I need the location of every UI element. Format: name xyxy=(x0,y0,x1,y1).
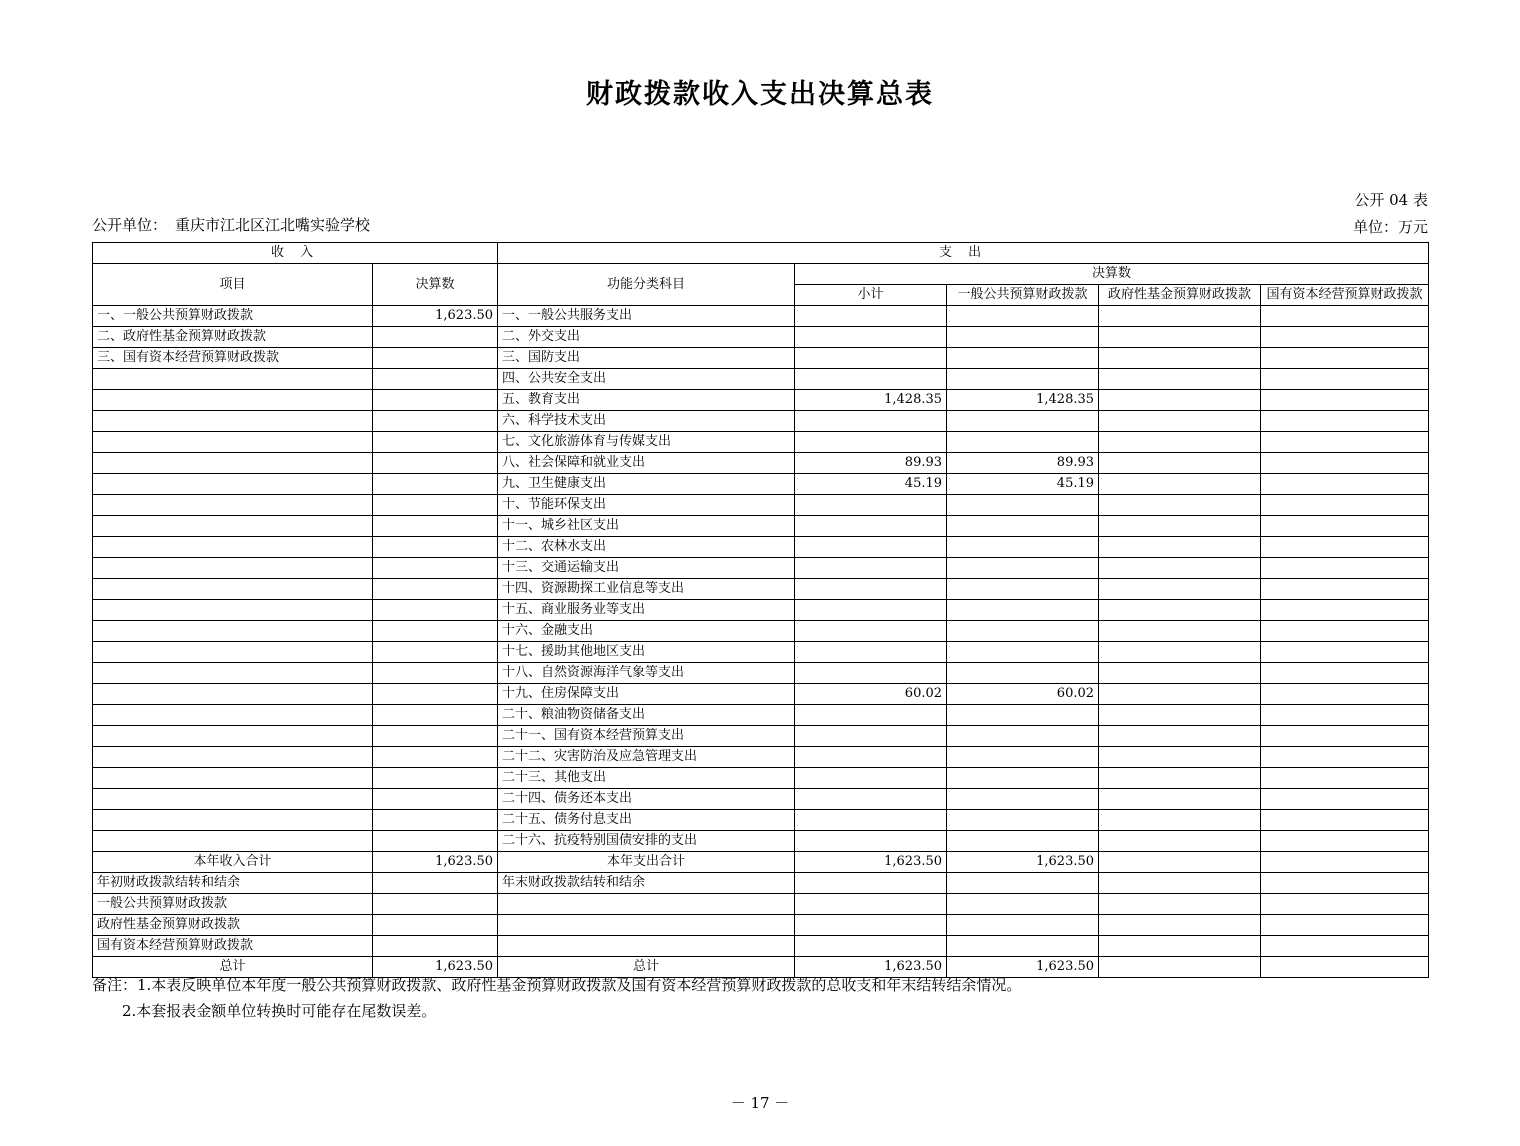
summary-row xyxy=(93,894,1429,915)
income-item-amount xyxy=(373,600,498,621)
income-item-label xyxy=(93,411,373,432)
expense-item-label: 十六、金融支出 xyxy=(498,621,795,642)
expense-subtotal xyxy=(795,348,947,369)
summary-row xyxy=(93,873,1429,894)
income-item-label: 二、政府性基金预算财政拨款 xyxy=(93,327,373,348)
table-row xyxy=(93,327,1429,348)
income-item-amount xyxy=(373,810,498,831)
income-item-label xyxy=(93,663,373,684)
summary-fund xyxy=(1099,852,1261,873)
expense-item-label: 一、一般公共服务支出 xyxy=(498,306,795,327)
expense-item-label: 二十一、国有资本经营预算支出 xyxy=(498,726,795,747)
expense-general: 89.93 xyxy=(947,453,1099,474)
income-item-label xyxy=(93,726,373,747)
expense-general xyxy=(947,495,1099,516)
summary-general xyxy=(947,936,1099,957)
expense-fund xyxy=(1099,831,1261,852)
income-item-amount xyxy=(373,789,498,810)
expense-fund xyxy=(1099,432,1261,453)
expense-subtotal xyxy=(795,663,947,684)
income-item-label xyxy=(93,369,373,390)
income-item-amount: 1,623.50 xyxy=(373,306,498,327)
expense-soe xyxy=(1261,831,1429,852)
summary-fund xyxy=(1099,957,1261,978)
expense-subtotal xyxy=(795,432,947,453)
expense-soe xyxy=(1261,369,1429,390)
expense-soe xyxy=(1261,810,1429,831)
income-item-amount xyxy=(373,621,498,642)
income-item-label xyxy=(93,558,373,579)
table-row xyxy=(93,537,1429,558)
expense-item-label: 二十四、债务还本支出 xyxy=(498,789,795,810)
expense-fund xyxy=(1099,537,1261,558)
income-item-label xyxy=(93,831,373,852)
expense-item-label: 十、节能环保支出 xyxy=(498,495,795,516)
table-header xyxy=(93,243,1429,306)
income-item-label xyxy=(93,390,373,411)
expense-fund xyxy=(1099,411,1261,432)
meta-right-block xyxy=(1353,187,1428,241)
header-income-amount: 决算数 xyxy=(373,264,498,306)
note-line-1: 备注：1.本表反映单位本年度一般公共预算财政拨款、政府性基金预算财政拨款及国有资本经营预算财政拨款的总收支和年末结转结余情况。 xyxy=(92,976,1022,994)
income-item-amount xyxy=(373,768,498,789)
income-item-amount xyxy=(373,369,498,390)
table-row xyxy=(93,474,1429,495)
expense-general xyxy=(947,768,1099,789)
income-item-label xyxy=(93,768,373,789)
publisher-label: 公开单位： xyxy=(92,216,168,234)
expense-general xyxy=(947,600,1099,621)
table-row xyxy=(93,810,1429,831)
income-item-amount xyxy=(373,348,498,369)
expense-soe xyxy=(1261,621,1429,642)
expense-subtotal: 60.02 xyxy=(795,684,947,705)
income-item-amount xyxy=(373,579,498,600)
income-item-amount xyxy=(373,747,498,768)
expense-subtotal xyxy=(795,495,947,516)
expense-fund xyxy=(1099,558,1261,579)
summary-soe xyxy=(1261,957,1429,978)
summary-income-label: 本年收入合计 xyxy=(93,852,373,873)
expense-item-label: 十五、商业服务业等支出 xyxy=(498,600,795,621)
table-row xyxy=(93,432,1429,453)
expense-soe xyxy=(1261,579,1429,600)
header-income-item: 项目 xyxy=(93,264,373,306)
expense-subtotal xyxy=(795,558,947,579)
expense-fund xyxy=(1099,495,1261,516)
expense-general xyxy=(947,747,1099,768)
summary-income-amount: 1,623.50 xyxy=(373,852,498,873)
income-item-amount xyxy=(373,726,498,747)
expense-subtotal xyxy=(795,411,947,432)
expense-item-label: 六、科学技术支出 xyxy=(498,411,795,432)
expense-general: 45.19 xyxy=(947,474,1099,495)
income-item-amount xyxy=(373,663,498,684)
expense-item-label: 四、公共安全支出 xyxy=(498,369,795,390)
summary-subtotal xyxy=(795,873,947,894)
summary-income-amount xyxy=(373,894,498,915)
expense-subtotal xyxy=(795,516,947,537)
expense-item-label: 十七、援助其他地区支出 xyxy=(498,642,795,663)
summary-row xyxy=(93,852,1429,873)
expense-general: 1,428.35 xyxy=(947,390,1099,411)
summary-subtotal xyxy=(795,936,947,957)
summary-income-amount: 1,623.50 xyxy=(373,957,498,978)
income-item-label: 三、国有资本经营预算财政拨款 xyxy=(93,348,373,369)
document-page xyxy=(0,72,1520,1146)
expense-item-label: 二十六、抗疫特别国债安排的支出 xyxy=(498,831,795,852)
income-item-label xyxy=(93,705,373,726)
expense-item-label: 十二、农林水支出 xyxy=(498,537,795,558)
table-row xyxy=(93,369,1429,390)
expense-fund xyxy=(1099,453,1261,474)
table-row xyxy=(93,642,1429,663)
summary-expense-label xyxy=(498,894,795,915)
summary-row xyxy=(93,915,1429,936)
expense-soe xyxy=(1261,327,1429,348)
expense-item-label: 二十五、债务付息支出 xyxy=(498,810,795,831)
expense-general xyxy=(947,663,1099,684)
header-settle-group: 决算数 xyxy=(795,264,1429,285)
summary-subtotal xyxy=(795,915,947,936)
income-item-label xyxy=(93,474,373,495)
expense-fund xyxy=(1099,768,1261,789)
summary-expense-label: 年末财政拨款结转和结余 xyxy=(498,873,795,894)
expense-subtotal xyxy=(795,600,947,621)
expense-general xyxy=(947,516,1099,537)
summary-soe xyxy=(1261,894,1429,915)
expense-fund xyxy=(1099,327,1261,348)
income-item-label xyxy=(93,747,373,768)
table-row xyxy=(93,516,1429,537)
expense-soe xyxy=(1261,390,1429,411)
summary-expense-label: 本年支出合计 xyxy=(498,852,795,873)
summary-row xyxy=(93,936,1429,957)
table-row xyxy=(93,411,1429,432)
summary-fund xyxy=(1099,915,1261,936)
publisher-name: 重庆市江北区江北嘴实验学校 xyxy=(175,216,371,234)
expense-subtotal xyxy=(795,810,947,831)
income-item-amount xyxy=(373,495,498,516)
expense-general xyxy=(947,831,1099,852)
note-line-2: 2.本套报表金额单位转换时可能存在尾数误差。 xyxy=(122,1002,437,1020)
table-row xyxy=(93,453,1429,474)
expense-subtotal xyxy=(795,621,947,642)
summary-subtotal xyxy=(795,894,947,915)
expense-item-label: 二、外交支出 xyxy=(498,327,795,348)
income-item-amount xyxy=(373,432,498,453)
header-func-class: 功能分类科目 xyxy=(498,264,795,306)
summary-soe xyxy=(1261,852,1429,873)
summary-general xyxy=(947,915,1099,936)
summary-general: 1,623.50 xyxy=(947,852,1099,873)
summary-subtotal: 1,623.50 xyxy=(795,852,947,873)
budget-table xyxy=(92,242,1429,978)
expense-item-label: 十八、自然资源海洋气象等支出 xyxy=(498,663,795,684)
expense-general xyxy=(947,705,1099,726)
form-number: 公开 04 表 xyxy=(1354,191,1428,209)
expense-subtotal: 1,428.35 xyxy=(795,390,947,411)
summary-income-amount xyxy=(373,915,498,936)
expense-soe xyxy=(1261,684,1429,705)
expense-fund xyxy=(1099,705,1261,726)
expense-subtotal xyxy=(795,327,947,348)
expense-subtotal xyxy=(795,831,947,852)
expense-soe xyxy=(1261,411,1429,432)
expense-subtotal xyxy=(795,537,947,558)
expense-item-label: 十三、交通运输支出 xyxy=(498,558,795,579)
summary-income-label: 一般公共预算财政拨款 xyxy=(93,894,373,915)
income-item-amount xyxy=(373,411,498,432)
amount-unit-label: 单位：万元 xyxy=(1352,218,1428,236)
summary-fund xyxy=(1099,873,1261,894)
expense-soe xyxy=(1261,768,1429,789)
expense-subtotal xyxy=(795,726,947,747)
expense-fund xyxy=(1099,663,1261,684)
expense-soe xyxy=(1261,453,1429,474)
summary-income-label: 总计 xyxy=(93,957,373,978)
expense-soe xyxy=(1261,516,1429,537)
expense-item-label: 二十二、灾害防治及应急管理支出 xyxy=(498,747,795,768)
expense-subtotal xyxy=(795,789,947,810)
expense-general xyxy=(947,348,1099,369)
expense-general xyxy=(947,642,1099,663)
income-item-amount xyxy=(373,537,498,558)
expense-soe xyxy=(1261,789,1429,810)
table-row xyxy=(93,747,1429,768)
summary-general: 1,623.50 xyxy=(947,957,1099,978)
expense-item-label: 十九、住房保障支出 xyxy=(498,684,795,705)
expense-item-label: 七、文化旅游体育与传媒支出 xyxy=(498,432,795,453)
summary-expense-label xyxy=(498,915,795,936)
expense-subtotal xyxy=(795,705,947,726)
income-item-label xyxy=(93,621,373,642)
table-row xyxy=(93,579,1429,600)
table-row xyxy=(93,831,1429,852)
expense-general xyxy=(947,621,1099,642)
income-item-label xyxy=(93,432,373,453)
header-income-group: 收 入 xyxy=(93,243,498,264)
table-row xyxy=(93,558,1429,579)
table-row xyxy=(93,348,1429,369)
expense-item-label: 三、国防支出 xyxy=(498,348,795,369)
header-col-subtotal: 小计 xyxy=(795,285,947,306)
expense-general xyxy=(947,369,1099,390)
income-item-label xyxy=(93,495,373,516)
income-item-label xyxy=(93,600,373,621)
expense-general xyxy=(947,411,1099,432)
expense-subtotal xyxy=(795,642,947,663)
expense-subtotal xyxy=(795,579,947,600)
expense-general xyxy=(947,789,1099,810)
income-item-amount xyxy=(373,516,498,537)
table-body xyxy=(93,306,1429,978)
table-row xyxy=(93,684,1429,705)
summary-fund xyxy=(1099,936,1261,957)
table-row xyxy=(93,621,1429,642)
expense-fund xyxy=(1099,348,1261,369)
expense-soe xyxy=(1261,432,1429,453)
table-row xyxy=(93,726,1429,747)
expense-fund xyxy=(1099,789,1261,810)
expense-general xyxy=(947,327,1099,348)
income-item-label xyxy=(93,684,373,705)
header-expense-group: 支 出 xyxy=(498,243,1429,264)
expense-soe xyxy=(1261,663,1429,684)
table-row xyxy=(93,768,1429,789)
expense-fund xyxy=(1099,684,1261,705)
summary-soe xyxy=(1261,873,1429,894)
expense-item-label: 五、教育支出 xyxy=(498,390,795,411)
expense-item-label: 九、卫生健康支出 xyxy=(498,474,795,495)
table-row xyxy=(93,495,1429,516)
summary-income-amount xyxy=(373,873,498,894)
summary-general xyxy=(947,894,1099,915)
income-item-amount xyxy=(373,453,498,474)
header-col-fund: 政府性基金预算财政拨款 xyxy=(1099,285,1261,306)
expense-general xyxy=(947,810,1099,831)
expense-general xyxy=(947,306,1099,327)
expense-soe xyxy=(1261,642,1429,663)
expense-subtotal xyxy=(795,369,947,390)
expense-item-label: 二十三、其他支出 xyxy=(498,768,795,789)
expense-fund xyxy=(1099,747,1261,768)
header-row-settle xyxy=(93,264,1429,285)
summary-general xyxy=(947,873,1099,894)
expense-fund xyxy=(1099,579,1261,600)
income-item-label: 一、一般公共预算财政拨款 xyxy=(93,306,373,327)
table-row xyxy=(93,789,1429,810)
summary-income-amount xyxy=(373,936,498,957)
expense-fund xyxy=(1099,621,1261,642)
header-col-soe: 国有资本经营预算财政拨款 xyxy=(1261,285,1429,306)
summary-subtotal: 1,623.50 xyxy=(795,957,947,978)
page-footer: － 17 － xyxy=(730,1094,790,1112)
expense-general xyxy=(947,558,1099,579)
summary-soe xyxy=(1261,915,1429,936)
income-item-label xyxy=(93,453,373,474)
income-item-amount xyxy=(373,642,498,663)
expense-soe xyxy=(1261,558,1429,579)
table-row xyxy=(93,705,1429,726)
expense-item-label: 八、社会保障和就业支出 xyxy=(498,453,795,474)
expense-item-label: 十四、资源勘探工业信息等支出 xyxy=(498,579,795,600)
expense-subtotal xyxy=(795,747,947,768)
income-item-amount xyxy=(373,474,498,495)
income-item-label xyxy=(93,537,373,558)
expense-general xyxy=(947,432,1099,453)
income-item-amount xyxy=(373,705,498,726)
publisher-block xyxy=(92,214,370,235)
income-item-amount xyxy=(373,684,498,705)
expense-subtotal xyxy=(795,768,947,789)
income-item-label xyxy=(93,579,373,600)
expense-soe xyxy=(1261,348,1429,369)
income-item-label xyxy=(93,810,373,831)
income-item-label xyxy=(93,642,373,663)
income-item-label xyxy=(93,516,373,537)
expense-soe xyxy=(1261,705,1429,726)
expense-fund xyxy=(1099,642,1261,663)
expense-subtotal xyxy=(795,306,947,327)
expense-item-label: 十一、城乡社区支出 xyxy=(498,516,795,537)
income-item-amount xyxy=(373,558,498,579)
expense-subtotal: 45.19 xyxy=(795,474,947,495)
expense-soe xyxy=(1261,306,1429,327)
expense-general xyxy=(947,537,1099,558)
income-item-amount xyxy=(373,831,498,852)
expense-fund xyxy=(1099,390,1261,411)
table-notes xyxy=(92,972,1021,1024)
expense-general: 60.02 xyxy=(947,684,1099,705)
table-row xyxy=(93,306,1429,327)
expense-fund xyxy=(1099,810,1261,831)
summary-expense-label xyxy=(498,936,795,957)
income-item-amount xyxy=(373,327,498,348)
expense-soe xyxy=(1261,726,1429,747)
expense-item-label: 二十、粮油物资储备支出 xyxy=(498,705,795,726)
summary-expense-label: 总计 xyxy=(498,957,795,978)
summary-soe xyxy=(1261,936,1429,957)
header-col-general: 一般公共预算财政拨款 xyxy=(947,285,1099,306)
expense-soe xyxy=(1261,474,1429,495)
table-row xyxy=(93,600,1429,621)
expense-subtotal: 89.93 xyxy=(795,453,947,474)
expense-fund xyxy=(1099,474,1261,495)
header-row-group xyxy=(93,243,1429,264)
summary-income-label: 年初财政拨款结转和结余 xyxy=(93,873,373,894)
summary-income-label: 国有资本经营预算财政拨款 xyxy=(93,936,373,957)
expense-fund xyxy=(1099,306,1261,327)
expense-soe xyxy=(1261,537,1429,558)
income-item-amount xyxy=(373,390,498,411)
expense-fund xyxy=(1099,369,1261,390)
expense-soe xyxy=(1261,600,1429,621)
expense-fund xyxy=(1099,600,1261,621)
expense-fund xyxy=(1099,726,1261,747)
summary-income-label: 政府性基金预算财政拨款 xyxy=(93,915,373,936)
table-row xyxy=(93,663,1429,684)
expense-soe xyxy=(1261,495,1429,516)
expense-general xyxy=(947,579,1099,600)
summary-fund xyxy=(1099,894,1261,915)
expense-fund xyxy=(1099,516,1261,537)
expense-soe xyxy=(1261,747,1429,768)
table-row xyxy=(93,390,1429,411)
income-item-label xyxy=(93,789,373,810)
page-title: 财政拨款收入支出决算总表 xyxy=(586,79,934,110)
expense-general xyxy=(947,726,1099,747)
